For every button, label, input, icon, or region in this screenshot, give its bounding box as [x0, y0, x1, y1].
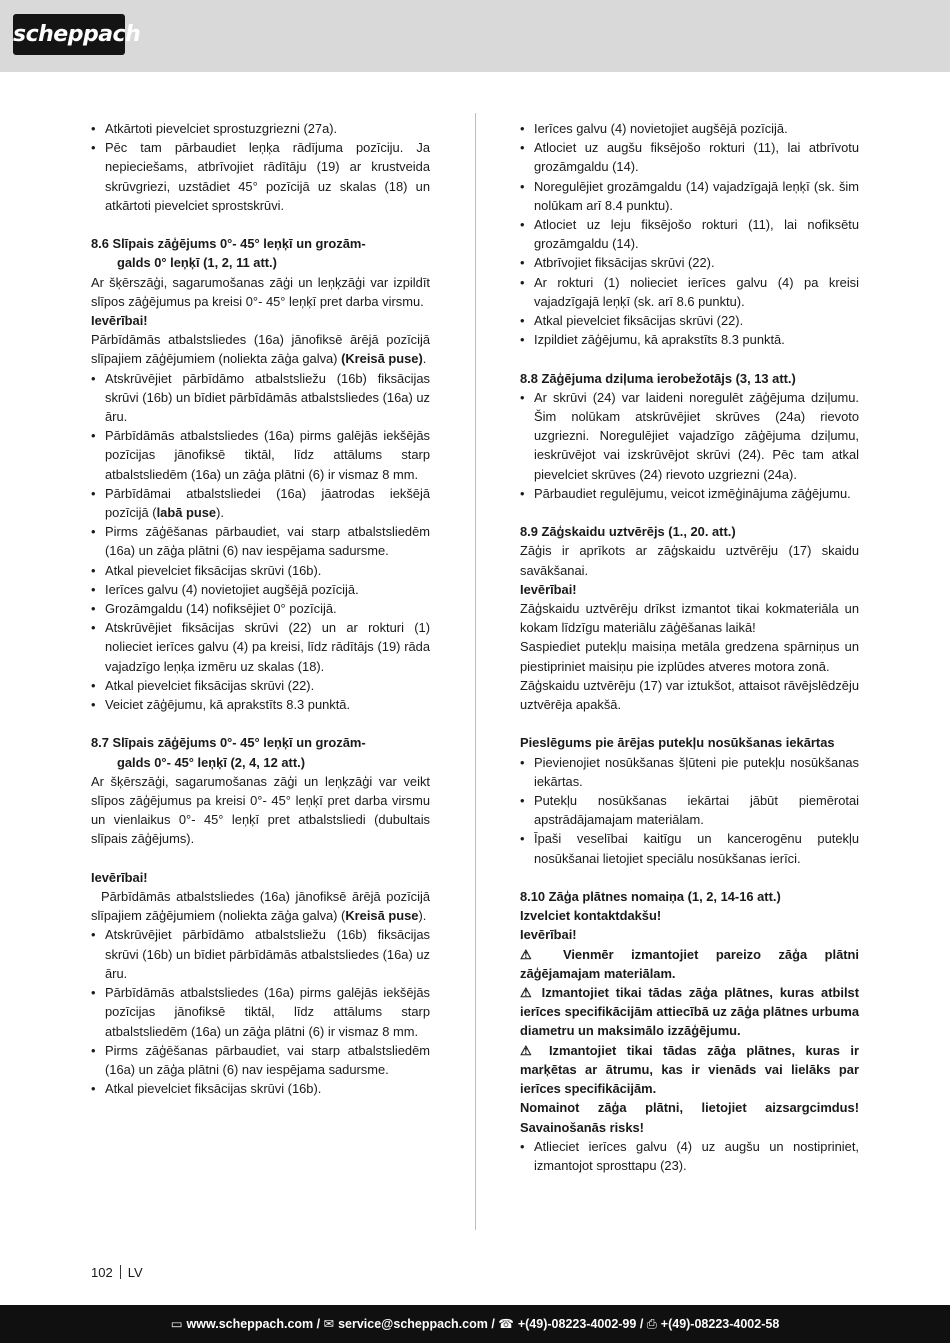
attention-label: Ievērībai!: [520, 581, 577, 597]
attention-label: Ievērībai!: [91, 869, 148, 885]
unplug-warning: Izvelciet kontaktdakšu!: [520, 908, 662, 924]
bullet-list: [520, 119, 859, 349]
warning-text: ⚠ Izmantojiet tikai tādas zāģa plātnes, kuras atbilst ierīces specifikācijām attiecībā uz zāģa plātnes urbuma diametru un maksimālo izzāģējumu.: [520, 985, 859, 1039]
list-item: • Pārbīdāmai atbalstsliedei (16a) jāatrodas iekšējā pozīcijā (labā puse).: [91, 484, 430, 522]
column-divider: [475, 113, 476, 1230]
list-item: • Veiciet zāģējumu, kā aprakstīts 8.3 punktā.: [91, 695, 430, 714]
list-item: • Pārbaudiet regulējumu, veicot izmēģinājuma zāģējumu.: [520, 484, 859, 503]
bullet-list: [520, 388, 859, 503]
list-item: • Atlieciet ierīces galvu (4) uz augšu un nostipriniet, izmantojot sprosttapu (23).: [520, 1137, 859, 1175]
list-item: • Atskrūvējiet pārbīdāmo atbalstsliežu (16b) fiksācijas skrūvi (16b) un bīdiet pārbīdāmās atbalstsliedes (16a) uz āru.: [91, 369, 430, 427]
list-item: • Atkal pievelciet fiksācijas skrūvi (16b).: [91, 1079, 430, 1098]
paragraph: Saspiediet putekļu maisiņa metāla gredzena spārniņus un piestipriniet maisiņu pie izplūdes atveres motora zonā.: [520, 639, 859, 674]
list-item: • Pārbīdāmās atbalstsliedes (16a) pirms galējās iekšējās pozīcijas jānofiksē tiktāl, līdz attālums starp atbalstsliedēm (16a) un zāģa plātni (6) ir vismaz 8 mm.: [91, 426, 430, 484]
list-item: • Atbrīvojiet fiksācijas skrūvi (22).: [520, 253, 859, 272]
list-item: • Noregulējiet grozāmgaldu (14) vajadzīgajā leņķī (sk. šim nolūkam arī 8.4 punktu).: [520, 177, 859, 215]
warning-icon: ⚠: [520, 1042, 539, 1058]
email-link[interactable]: service@scheppach.com: [338, 1317, 488, 1331]
phone-icon: ☎: [498, 1317, 514, 1331]
bullet-list: [91, 369, 430, 715]
list-item: • Atskrūvējiet pārbīdāmo atbalstsliežu (16b) fiksācijas skrūvi (16b) un bīdiet pārbīdāmās atbalstsliedes (16a) uz āru.: [91, 925, 430, 983]
paragraph: Pārbīdāmās atbalstsliedes (16a) jānofiksē ārējā pozīcijā slīpajiem zāģējumiem (noliekta zāģa galva) (Kreisā puse).: [91, 332, 430, 367]
section-heading-extraction: Pieslēgums pie ārējas putekļu nosūkšanas iekārtas: [520, 735, 835, 751]
list-item: • Atlociet uz leju fiksējošo rokturi (11), lai nofiksētu grozāmgaldu (14).: [520, 215, 859, 253]
list-item: • Pārbīdāmās atbalstsliedes (16a) pirms galējās iekšējās pozīcijas jānofiksē tiktāl, līdz attālums starp atbalstsliedēm (16a) un zāģa plātni (6) ir vismaz 8 mm.: [91, 983, 430, 1041]
fax-icon: ⎙: [646, 1317, 657, 1331]
list-item: • Atlociet uz augšu fiksējošo rokturi (11), lai atbrīvotu grozāmgaldu (14).: [520, 138, 859, 176]
page-number: 102 LV: [91, 1265, 143, 1280]
list-item: • Pirms zāģēšanas pārbaudiet, vai starp atbalstsliedēm (16a) un zāģa plātni (6) nav iespējama sadursme.: [91, 1041, 430, 1079]
bullet-list: [91, 925, 430, 1098]
list-item: • Ierīces galvu (4) novietojiet augšējā pozīcijā.: [520, 119, 859, 138]
attention-label: Ievērībai!: [520, 927, 577, 943]
list-item: • Atkārtoti pievelciet sprostuzgriezni (27a).: [91, 119, 430, 138]
paragraph: Zāģskaidu uztvērēju (17) var iztukšot, attaisot rāvējslēdzēju uztvērēja apakšā.: [520, 677, 859, 713]
language-code: LV: [127, 1265, 143, 1280]
paragraph: Ar šķērszāģi, sagarumošanas zāģi un leņķzāģi var izpildīt slīpos zāģējumus pa kreisi 0°- 45° leņķī pret darba virsmu.: [91, 274, 430, 309]
section-heading-8-7: 8.7 Slīpais zāģējums 0°- 45° leņķī un grozām- galds 0°- 45° leņķī (2, 4, 12 att.): [91, 735, 366, 770]
list-item: • Atkal pievelciet fiksācijas skrūvi (22).: [520, 311, 859, 330]
bullet-list: [520, 1137, 859, 1175]
list-item: • Atkal pievelciet fiksācijas skrūvi (22).: [91, 676, 430, 695]
phone-number: +(49)-08223-4002-99: [517, 1317, 637, 1331]
section-heading-8-6: 8.6 Slīpais zāģējums 0°- 45° leņķī un grozām- galds 0° leņķī (1, 2, 11 att.): [91, 236, 366, 271]
fax-number: +(49)-08223-4002-58: [660, 1317, 780, 1331]
list-item: • Grozāmgaldu (14) nofiksējiet 0° pozīcijā.: [91, 599, 430, 618]
warning-text: ⚠ Vienmēr izmantojiet pareizo zāģa plātni zāģējamajam materiālam.: [520, 946, 859, 981]
warning-icon: ⚠: [520, 946, 546, 962]
list-item: • Pirms zāģēšanas pārbaudiet, vai starp atbalstsliedēm (16a) un zāģa plātni (6) nav iespējama sadursme.: [91, 522, 430, 560]
list-item: • Ar rokturi (1) nolieciet ierīces galvu (4) pa kreisi vajadzīgajā leņķī (sk. arī 8.6 punktu).: [520, 273, 859, 311]
list-item: • Putekļu nosūkšanas iekārtai jābūt piemērotai apstrādājamajam materiālam.: [520, 791, 859, 829]
website-link[interactable]: www.scheppach.com: [186, 1317, 314, 1331]
warning-icon: ⚠: [520, 985, 535, 1001]
list-item: • Pēc tam pārbaudiet leņķa rādījuma pozīciju. Ja nepieciešams, atbrīvojiet rādītāju (19) ar krustveida skrūvgriezi, uzstādiet 45° pozīcijā uz skalas (18) un atkārtoti pievelciet sprostskrūvi.: [91, 138, 430, 215]
list-item: • Atkal pievelciet fiksācijas skrūvi (16b).: [91, 561, 430, 580]
footer-bar: ▭ www.scheppach.com / ✉ service@scheppach.com / ☎ +(49)-08223-4002-99 / ⎙ +(49)-08223-4002-58: [0, 1305, 950, 1343]
list-item: • Īpaši veselībai kaitīgu un kancerogēnu putekļu nosūkšanai lietojiet speciālu nosūkšanas ierīci.: [520, 829, 859, 867]
warning-text: ⚠ Izmantojiet tikai tādas zāģa plātnes, kuras ir marķētas ar ātrumu, kas ir vienāds vai lielāks par ierīces specifikācijām.: [520, 1042, 859, 1097]
section-heading-8-10: 8.10 Zāģa plātnes nomaiņa (1, 2, 14-16 att.): [520, 889, 781, 905]
paragraph: Zāģis ir aprīkots ar zāģskaidu uztvērēju (17) skaidu savākšanai.: [520, 543, 859, 578]
paragraph: Zāģskaidu uztvērēju drīkst izmantot tikai kokmateriāla un kokam līdzīgu materiālu zāģēšanas laikā!: [520, 601, 859, 636]
computer-icon: ▭: [170, 1317, 183, 1331]
brand-logo: scheppach: [13, 14, 125, 55]
section-heading-8-8: 8.8 Zāģējuma dziļuma ierobežotājs (3, 13 att.): [520, 370, 796, 386]
left-column: [91, 119, 430, 1098]
section-heading-8-9: 8.9 Zāģskaidu uztvērējs (1., 20. att.): [520, 524, 736, 540]
attention-label: Ievērībai!: [91, 313, 148, 329]
header-bar: [0, 0, 950, 72]
list-item: • Ar skrūvi (24) var laideni noregulēt zāģējuma dziļumu. Šim nolūkam atskrūvējiet skrūves (24a) rievoto uzgriezni. Noregulējiet vajadzīgo zāģējuma dziļumu, ieskrūvējot vai izskrūvējot skrūvi (24). Pēc tam atkal pievelciet skrūves (24) rievoto uzgriezni (24a).: [520, 388, 859, 484]
warning-text: Nomainot zāģa plātni, lietojiet aizsargcimdus! Savainošanās risks!: [520, 1100, 859, 1135]
right-column: [520, 119, 859, 1175]
bullet-list: [91, 119, 430, 215]
list-item: • Izpildiet zāģējumu, kā aprakstīts 8.3 punktā.: [520, 330, 859, 349]
mail-icon: ✉: [323, 1317, 335, 1331]
paragraph: Ar šķērszāģi, sagarumošanas zāģi un leņķzāģi var veikt slīpos zāģējumus pa kreisi 0°- 45° leņķī pret darba virsmu un vienlaikus 0°- 45° leņķī pret atbalstsliedi (dubultais slīpais zāģējums).: [91, 773, 430, 847]
list-item: • Ierīces galvu (4) novietojiet augšējā pozīcijā.: [91, 580, 430, 599]
bullet-list: [520, 753, 859, 868]
list-item: • Atskrūvējiet fiksācijas skrūvi (22) un ar rokturi (1) nolieciet ierīces galvu (4) pa kreisi, līdz rādītājs (19) rāda vajadzīgo leņķa izmēru uz skalas (18).: [91, 618, 430, 676]
paragraph: Pārbīdāmās atbalstsliedes (16a) jānofiksē ārējā pozīcijā slīpajiem zāģējumiem (noliekta zāģa galva) (Kreisā puse).: [91, 889, 430, 924]
list-item: • Pievienojiet nosūkšanas šļūteni pie putekļu nosūkšanas iekārtas.: [520, 753, 859, 791]
